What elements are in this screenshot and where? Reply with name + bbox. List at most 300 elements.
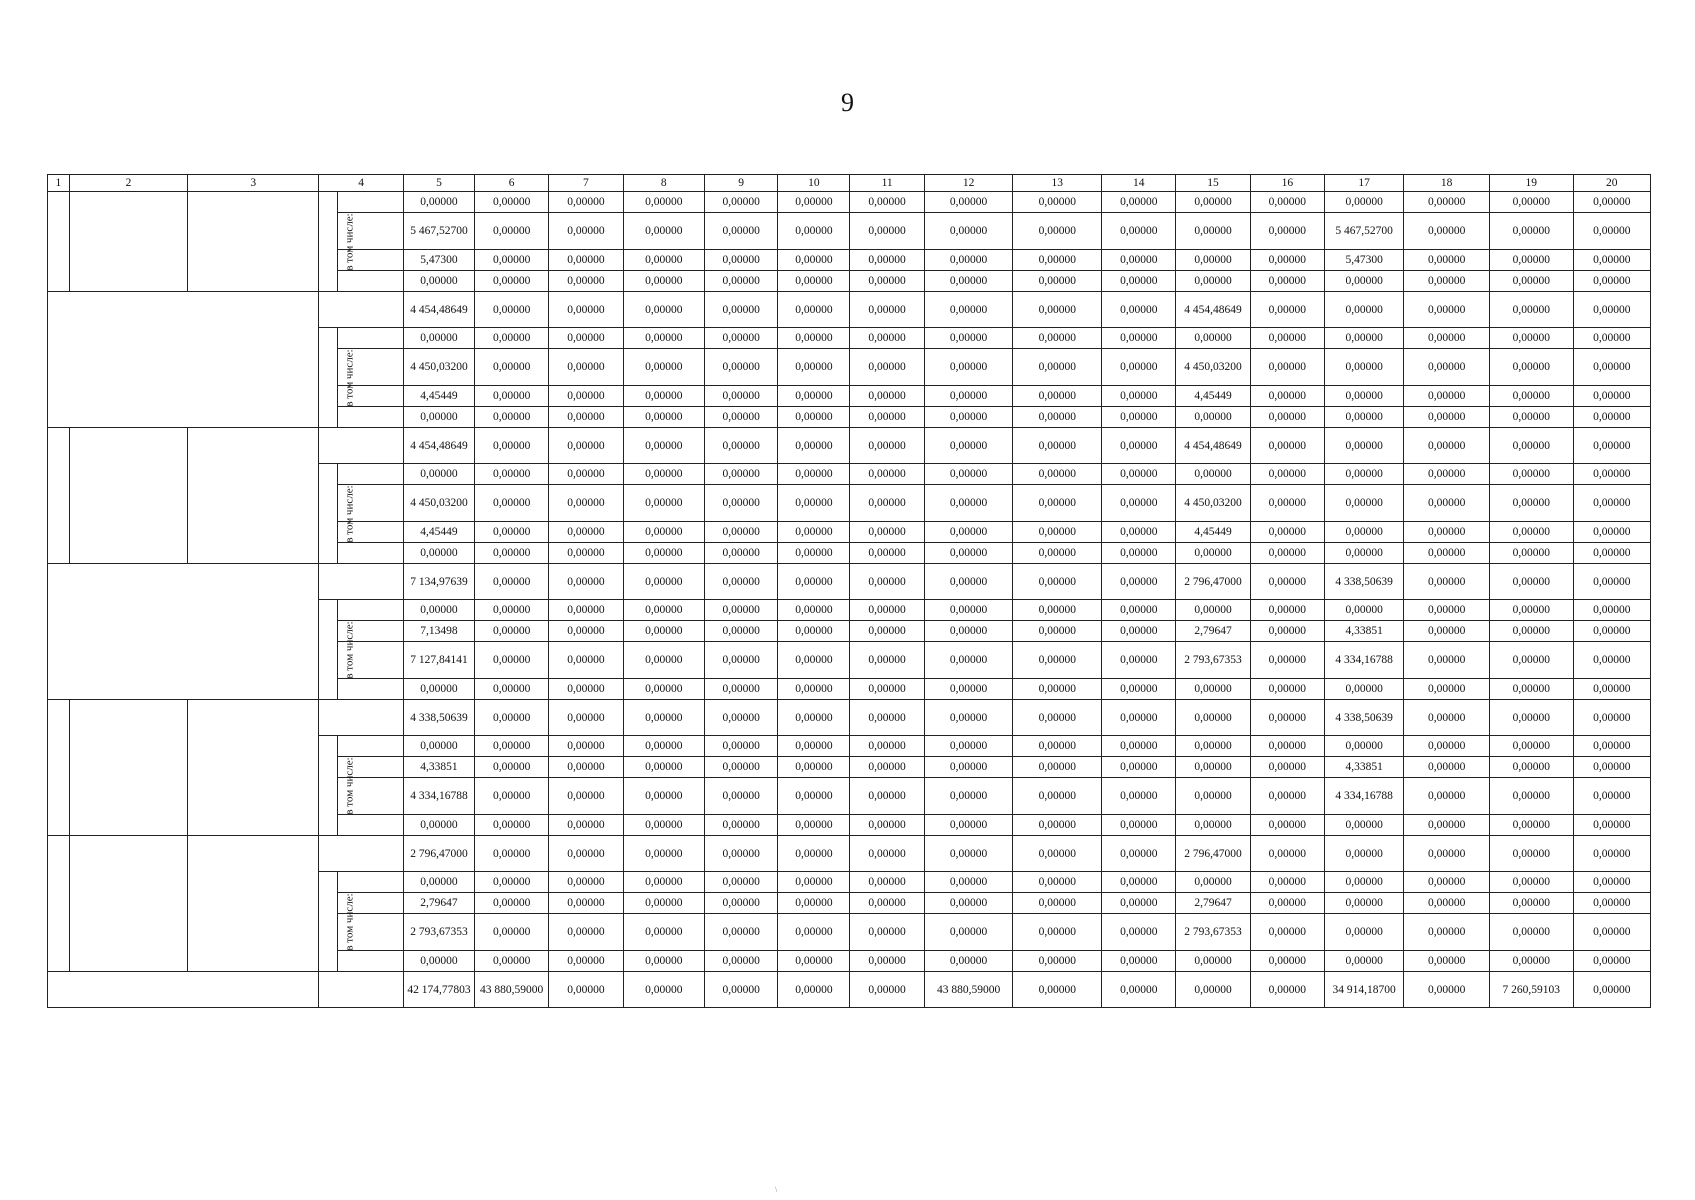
cell-col17: 4 334,16788	[1324, 642, 1403, 679]
cell-zero: 0,00000	[475, 736, 549, 757]
cell-col17: 0,00000	[1324, 600, 1403, 621]
final-value: 0,00000	[705, 972, 778, 1008]
cell-zero: 0,00000	[475, 757, 549, 778]
page-number: 9	[841, 88, 854, 117]
cell-zero: 0,00000	[1102, 951, 1176, 972]
cell-zero: 0,00000	[623, 250, 704, 271]
project-name	[188, 836, 319, 972]
cell-zero: 0,00000	[1102, 621, 1176, 642]
cell-zero: 0,00000	[1102, 464, 1176, 485]
cell-zero: 0,00000	[549, 485, 623, 522]
funding-source	[337, 464, 403, 485]
cell-zero: 0,00000	[778, 679, 850, 700]
including-text: в том числе:	[343, 620, 356, 679]
cell-zero: 0,00000	[1250, 349, 1324, 386]
cell-zero: 0,00000	[1102, 700, 1176, 736]
including-text: в том числе:	[343, 212, 356, 271]
cell-zero: 0,00000	[705, 815, 778, 836]
cell-zero: 0,00000	[1573, 213, 1650, 250]
cell-col17: 0,00000	[1324, 349, 1403, 386]
cell-zero: 0,00000	[1013, 914, 1102, 951]
cell-zero: 0,00000	[705, 951, 778, 972]
cell-col5: 4 454,48649	[403, 428, 474, 464]
cell-zero: 0,00000	[778, 428, 850, 464]
column-number: 4	[319, 175, 404, 192]
cell-zero: 0,00000	[924, 836, 1013, 872]
cell-zero: 0,00000	[549, 213, 623, 250]
cell-zero: 0,00000	[924, 815, 1013, 836]
cell-zero: 0,00000	[1573, 349, 1650, 386]
cell-zero: 0,00000	[475, 428, 549, 464]
cell-zero: 0,00000	[850, 407, 924, 428]
cell-zero: 0,00000	[1250, 386, 1324, 407]
cell-zero: 0,00000	[623, 428, 704, 464]
including-text: в том числе:	[343, 756, 356, 815]
total-row	[48, 564, 1651, 600]
cell-zero: 0,00000	[549, 428, 623, 464]
cell-zero: 0,00000	[549, 679, 623, 700]
cell-zero: 0,00000	[1573, 464, 1650, 485]
cell-zero: 0,00000	[778, 700, 850, 736]
column-number-row	[48, 175, 1651, 192]
cell-col15: 0,00000	[1176, 407, 1250, 428]
cell-zero: 0,00000	[924, 386, 1013, 407]
cell-zero: 0,00000	[623, 836, 704, 872]
cell-col17: 0,00000	[1324, 485, 1403, 522]
cell-zero: 0,00000	[850, 564, 924, 600]
cell-zero: 0,00000	[549, 757, 623, 778]
cell-col17: 0,00000	[1324, 386, 1403, 407]
cell-zero: 0,00000	[850, 736, 924, 757]
municipality-name	[69, 836, 188, 972]
cell-zero: 0,00000	[1404, 642, 1490, 679]
cell-col5: 0,00000	[403, 679, 474, 700]
cell-zero: 0,00000	[1102, 250, 1176, 271]
column-number: 16	[1250, 175, 1324, 192]
cell-zero: 0,00000	[1250, 485, 1324, 522]
cell-zero: 0,00000	[475, 386, 549, 407]
cell-zero: 0,00000	[778, 642, 850, 679]
cell-zero: 0,00000	[1489, 407, 1573, 428]
row-number	[48, 700, 70, 836]
cell-zero: 0,00000	[475, 700, 549, 736]
cell-zero: 0,00000	[1102, 757, 1176, 778]
final-value: 0,00000	[850, 972, 924, 1008]
cell-zero: 0,00000	[850, 757, 924, 778]
cell-zero: 0,00000	[475, 543, 549, 564]
municipality-name	[69, 700, 188, 836]
cell-zero: 0,00000	[705, 328, 778, 349]
cell-zero: 0,00000	[924, 543, 1013, 564]
cell-zero: 0,00000	[778, 736, 850, 757]
cell-zero: 0,00000	[549, 642, 623, 679]
cell-col5: 0,00000	[403, 328, 474, 349]
cell-zero: 0,00000	[924, 464, 1013, 485]
cell-zero: 0,00000	[623, 914, 704, 951]
cell-zero: 0,00000	[1489, 679, 1573, 700]
project-row	[48, 192, 1651, 213]
cell-zero: 0,00000	[623, 736, 704, 757]
cell-zero: 0,00000	[549, 621, 623, 642]
cell-zero: 0,00000	[850, 213, 924, 250]
cell-zero: 0,00000	[1489, 485, 1573, 522]
including-label	[319, 736, 356, 836]
cell-zero: 0,00000	[549, 600, 623, 621]
cell-zero: 0,00000	[1102, 349, 1176, 386]
cell-zero: 0,00000	[924, 328, 1013, 349]
cell-zero: 0,00000	[475, 564, 549, 600]
total-cost-label	[319, 564, 404, 600]
cell-zero: 0,00000	[1489, 250, 1573, 271]
cell-zero: 0,00000	[1573, 600, 1650, 621]
cell-zero: 0,00000	[549, 349, 623, 386]
cell-zero: 0,00000	[1404, 213, 1490, 250]
cell-zero: 0,00000	[1489, 893, 1573, 914]
cell-zero: 0,00000	[778, 250, 850, 271]
cell-col15: 0,00000	[1176, 464, 1250, 485]
cell-zero: 0,00000	[705, 250, 778, 271]
cell-zero: 0,00000	[475, 778, 549, 815]
cell-zero: 0,00000	[1013, 815, 1102, 836]
column-number: 2	[69, 175, 188, 192]
cell-zero: 0,00000	[778, 543, 850, 564]
cell-col5: 0,00000	[403, 464, 474, 485]
cell-zero: 0,00000	[1013, 522, 1102, 543]
cell-zero: 0,00000	[1489, 600, 1573, 621]
cell-zero: 0,00000	[778, 407, 850, 428]
final-value: 0,00000	[623, 972, 704, 1008]
cell-zero: 0,00000	[1404, 192, 1490, 213]
cell-zero: 0,00000	[705, 914, 778, 951]
cell-zero: 0,00000	[705, 757, 778, 778]
total-cost-label	[319, 428, 404, 464]
cell-zero: 0,00000	[705, 522, 778, 543]
cell-zero: 0,00000	[549, 893, 623, 914]
cell-zero: 0,00000	[623, 700, 704, 736]
funding-source	[337, 736, 403, 757]
cell-zero: 0,00000	[549, 914, 623, 951]
final-total-title	[48, 972, 319, 1008]
funding-source	[337, 192, 403, 213]
including-text: в том числе:	[343, 484, 356, 543]
cell-col17: 0,00000	[1324, 836, 1403, 872]
cell-col17: 0,00000	[1324, 407, 1403, 428]
cell-col5: 0,00000	[403, 815, 474, 836]
cell-zero: 0,00000	[924, 621, 1013, 642]
cell-zero: 0,00000	[623, 778, 704, 815]
final-value: 0,00000	[1102, 972, 1176, 1008]
cell-col17: 0,00000	[1324, 736, 1403, 757]
cell-zero: 0,00000	[778, 271, 850, 292]
final-value: 42 174,77803	[403, 972, 474, 1008]
column-number: 20	[1573, 175, 1650, 192]
cell-col15: 0,00000	[1176, 872, 1250, 893]
cell-zero: 0,00000	[850, 271, 924, 292]
cell-zero: 0,00000	[623, 564, 704, 600]
cell-zero: 0,00000	[850, 815, 924, 836]
cell-col15: 0,00000	[1176, 600, 1250, 621]
cell-zero: 0,00000	[1250, 600, 1324, 621]
cell-zero: 0,00000	[1404, 292, 1490, 328]
cell-zero: 0,00000	[705, 621, 778, 642]
funding-source	[337, 407, 403, 428]
cell-zero: 0,00000	[475, 815, 549, 836]
cell-zero: 0,00000	[1573, 250, 1650, 271]
total-row	[48, 292, 1651, 328]
total-cost-label	[319, 700, 404, 736]
cell-zero: 0,00000	[1404, 600, 1490, 621]
cell-zero: 0,00000	[1102, 872, 1176, 893]
cell-col17: 0,00000	[1324, 271, 1403, 292]
cell-zero: 0,00000	[1404, 951, 1490, 972]
cell-zero: 0,00000	[1250, 914, 1324, 951]
cell-zero: 0,00000	[549, 407, 623, 428]
final-value: 0,00000	[1250, 972, 1324, 1008]
cell-zero: 0,00000	[924, 250, 1013, 271]
cell-zero: 0,00000	[623, 271, 704, 292]
cell-col15: 0,00000	[1176, 815, 1250, 836]
cell-col17: 5,47300	[1324, 250, 1403, 271]
cell-zero: 0,00000	[1102, 407, 1176, 428]
cell-zero: 0,00000	[1013, 407, 1102, 428]
cell-zero: 0,00000	[1013, 192, 1102, 213]
cell-zero: 0,00000	[623, 600, 704, 621]
project-row	[48, 836, 1651, 872]
cell-zero: 0,00000	[475, 213, 549, 250]
cell-zero: 0,00000	[850, 428, 924, 464]
cell-zero: 0,00000	[1489, 700, 1573, 736]
final-total-label	[319, 972, 404, 1008]
funding-source	[337, 679, 403, 700]
cell-col5: 4,33851	[403, 757, 474, 778]
cell-zero: 0,00000	[623, 386, 704, 407]
cell-zero: 0,00000	[778, 292, 850, 328]
column-number: 18	[1404, 175, 1490, 192]
cell-col5: 0,00000	[403, 543, 474, 564]
cell-col15: 0,00000	[1176, 778, 1250, 815]
cell-col15: 2 793,67353	[1176, 914, 1250, 951]
cell-zero: 0,00000	[475, 328, 549, 349]
funding-source	[337, 951, 403, 972]
cell-col17: 4 334,16788	[1324, 778, 1403, 815]
cell-zero: 0,00000	[778, 485, 850, 522]
table-body	[48, 175, 1651, 1008]
cell-col5: 0,00000	[403, 872, 474, 893]
cell-zero: 0,00000	[1489, 349, 1573, 386]
final-value: 0,00000	[549, 972, 623, 1008]
cell-zero: 0,00000	[1404, 543, 1490, 564]
final-total-row	[48, 972, 1651, 1008]
cell-zero: 0,00000	[1250, 271, 1324, 292]
cell-zero: 0,00000	[1250, 642, 1324, 679]
cell-col5: 0,00000	[403, 407, 474, 428]
cell-zero: 0,00000	[1489, 736, 1573, 757]
cell-zero: 0,00000	[549, 700, 623, 736]
cell-zero: 0,00000	[705, 271, 778, 292]
final-value: 34 914,18700	[1324, 972, 1403, 1008]
cell-zero: 0,00000	[623, 951, 704, 972]
cell-zero: 0,00000	[1013, 872, 1102, 893]
cell-zero: 0,00000	[1013, 428, 1102, 464]
column-number: 19	[1489, 175, 1573, 192]
cell-zero: 0,00000	[1489, 757, 1573, 778]
cell-col17: 0,00000	[1324, 522, 1403, 543]
cell-col5: 5 467,52700	[403, 213, 474, 250]
including-text: в том числе:	[343, 892, 356, 951]
cell-zero: 0,00000	[1013, 213, 1102, 250]
cell-zero: 0,00000	[778, 757, 850, 778]
cell-zero: 0,00000	[1404, 872, 1490, 893]
cell-zero: 0,00000	[705, 292, 778, 328]
cell-col15: 2,79647	[1176, 893, 1250, 914]
cell-col15: 4 454,48649	[1176, 428, 1250, 464]
cell-zero: 0,00000	[705, 543, 778, 564]
cell-col17: 5 467,52700	[1324, 213, 1403, 250]
cell-zero: 0,00000	[1404, 349, 1490, 386]
cell-zero: 0,00000	[1250, 778, 1324, 815]
cell-zero: 0,00000	[1013, 328, 1102, 349]
cell-zero: 0,00000	[1013, 271, 1102, 292]
cell-zero: 0,00000	[623, 893, 704, 914]
cell-zero: 0,00000	[705, 428, 778, 464]
cell-zero: 0,00000	[778, 893, 850, 914]
cell-zero: 0,00000	[1404, 757, 1490, 778]
cell-zero: 0,00000	[623, 292, 704, 328]
cell-zero: 0,00000	[1102, 815, 1176, 836]
cell-zero: 0,00000	[1404, 485, 1490, 522]
cell-col15: 0,00000	[1176, 328, 1250, 349]
cell-zero: 0,00000	[850, 328, 924, 349]
cell-zero: 0,00000	[549, 815, 623, 836]
cell-zero: 0,00000	[1573, 951, 1650, 972]
cell-zero: 0,00000	[475, 836, 549, 872]
cell-col15: 4 450,03200	[1176, 349, 1250, 386]
cell-zero: 0,00000	[778, 872, 850, 893]
cell-zero: 0,00000	[1489, 292, 1573, 328]
cell-zero: 0,00000	[549, 522, 623, 543]
cell-zero: 0,00000	[1013, 564, 1102, 600]
final-value: 43 880,59000	[924, 972, 1013, 1008]
cell-zero: 0,00000	[1250, 522, 1324, 543]
cell-zero: 0,00000	[850, 522, 924, 543]
including-label	[319, 192, 356, 292]
cell-col5: 2,79647	[403, 893, 474, 914]
funding-source	[337, 815, 403, 836]
cell-zero: 0,00000	[475, 349, 549, 386]
cell-col5: 0,00000	[403, 600, 474, 621]
cell-zero: 0,00000	[549, 872, 623, 893]
column-number: 14	[1102, 175, 1176, 192]
cell-zero: 0,00000	[1489, 836, 1573, 872]
cell-col15: 0,00000	[1176, 213, 1250, 250]
cell-col17: 0,00000	[1324, 328, 1403, 349]
cell-zero: 0,00000	[924, 642, 1013, 679]
cell-col5: 7 134,97639	[403, 564, 474, 600]
cell-col15: 4 450,03200	[1176, 485, 1250, 522]
cell-zero: 0,00000	[1102, 192, 1176, 213]
cell-col5: 0,00000	[403, 192, 474, 213]
cell-zero: 0,00000	[924, 600, 1013, 621]
cell-zero: 0,00000	[850, 872, 924, 893]
cell-col5: 2 793,67353	[403, 914, 474, 951]
cell-col5: 0,00000	[403, 271, 474, 292]
cell-zero: 0,00000	[924, 485, 1013, 522]
cell-zero: 0,00000	[850, 621, 924, 642]
cell-zero: 0,00000	[1013, 893, 1102, 914]
row-number	[48, 836, 70, 972]
cell-zero: 0,00000	[1573, 407, 1650, 428]
cell-zero: 0,00000	[1250, 872, 1324, 893]
final-value: 7 260,59103	[1489, 972, 1573, 1008]
cell-zero: 0,00000	[705, 778, 778, 815]
column-number: 1	[48, 175, 70, 192]
cell-zero: 0,00000	[1013, 836, 1102, 872]
cell-zero: 0,00000	[1489, 386, 1573, 407]
cell-zero: 0,00000	[1013, 250, 1102, 271]
cell-zero: 0,00000	[1102, 543, 1176, 564]
cell-zero: 0,00000	[1404, 914, 1490, 951]
cell-zero: 0,00000	[705, 192, 778, 213]
cell-zero: 0,00000	[1102, 386, 1176, 407]
cell-zero: 0,00000	[1404, 893, 1490, 914]
cell-zero: 0,00000	[850, 543, 924, 564]
cell-zero: 0,00000	[1250, 250, 1324, 271]
cell-zero: 0,00000	[1404, 836, 1490, 872]
cell-zero: 0,00000	[705, 564, 778, 600]
cell-col5: 7 127,84141	[403, 642, 474, 679]
cell-zero: 0,00000	[1573, 815, 1650, 836]
cell-col5: 4 338,50639	[403, 700, 474, 736]
cell-col15: 2,79647	[1176, 621, 1250, 642]
cell-col17: 0,00000	[1324, 872, 1403, 893]
cell-zero: 0,00000	[549, 464, 623, 485]
cell-zero: 0,00000	[1573, 778, 1650, 815]
project-row	[48, 428, 1651, 464]
cell-col5: 4 454,48649	[403, 292, 474, 328]
cell-zero: 0,00000	[623, 213, 704, 250]
cell-col17: 4 338,50639	[1324, 700, 1403, 736]
cell-col15: 2 796,47000	[1176, 836, 1250, 872]
cell-zero: 0,00000	[705, 386, 778, 407]
total-cost-label	[319, 836, 404, 872]
cell-col15: 0,00000	[1176, 679, 1250, 700]
cell-zero: 0,00000	[549, 736, 623, 757]
cell-zero: 0,00000	[778, 386, 850, 407]
funding-source	[337, 872, 403, 893]
project-row	[48, 700, 1651, 736]
cell-col17: 0,00000	[1324, 914, 1403, 951]
cell-zero: 0,00000	[1102, 600, 1176, 621]
cell-zero: 0,00000	[549, 564, 623, 600]
cell-zero: 0,00000	[1250, 893, 1324, 914]
cell-zero: 0,00000	[475, 522, 549, 543]
cell-zero: 0,00000	[1404, 522, 1490, 543]
project-name	[188, 428, 319, 564]
cell-zero: 0,00000	[1573, 736, 1650, 757]
cell-zero: 0,00000	[1250, 836, 1324, 872]
cell-zero: 0,00000	[1573, 543, 1650, 564]
cell-zero: 0,00000	[1102, 642, 1176, 679]
cell-zero: 0,00000	[850, 386, 924, 407]
cell-zero: 0,00000	[1573, 700, 1650, 736]
cell-col17: 0,00000	[1324, 543, 1403, 564]
cell-zero: 0,00000	[1404, 271, 1490, 292]
cell-zero: 0,00000	[1573, 386, 1650, 407]
cell-zero: 0,00000	[1013, 485, 1102, 522]
cell-zero: 0,00000	[924, 522, 1013, 543]
cell-zero: 0,00000	[1013, 642, 1102, 679]
cell-zero: 0,00000	[1489, 815, 1573, 836]
